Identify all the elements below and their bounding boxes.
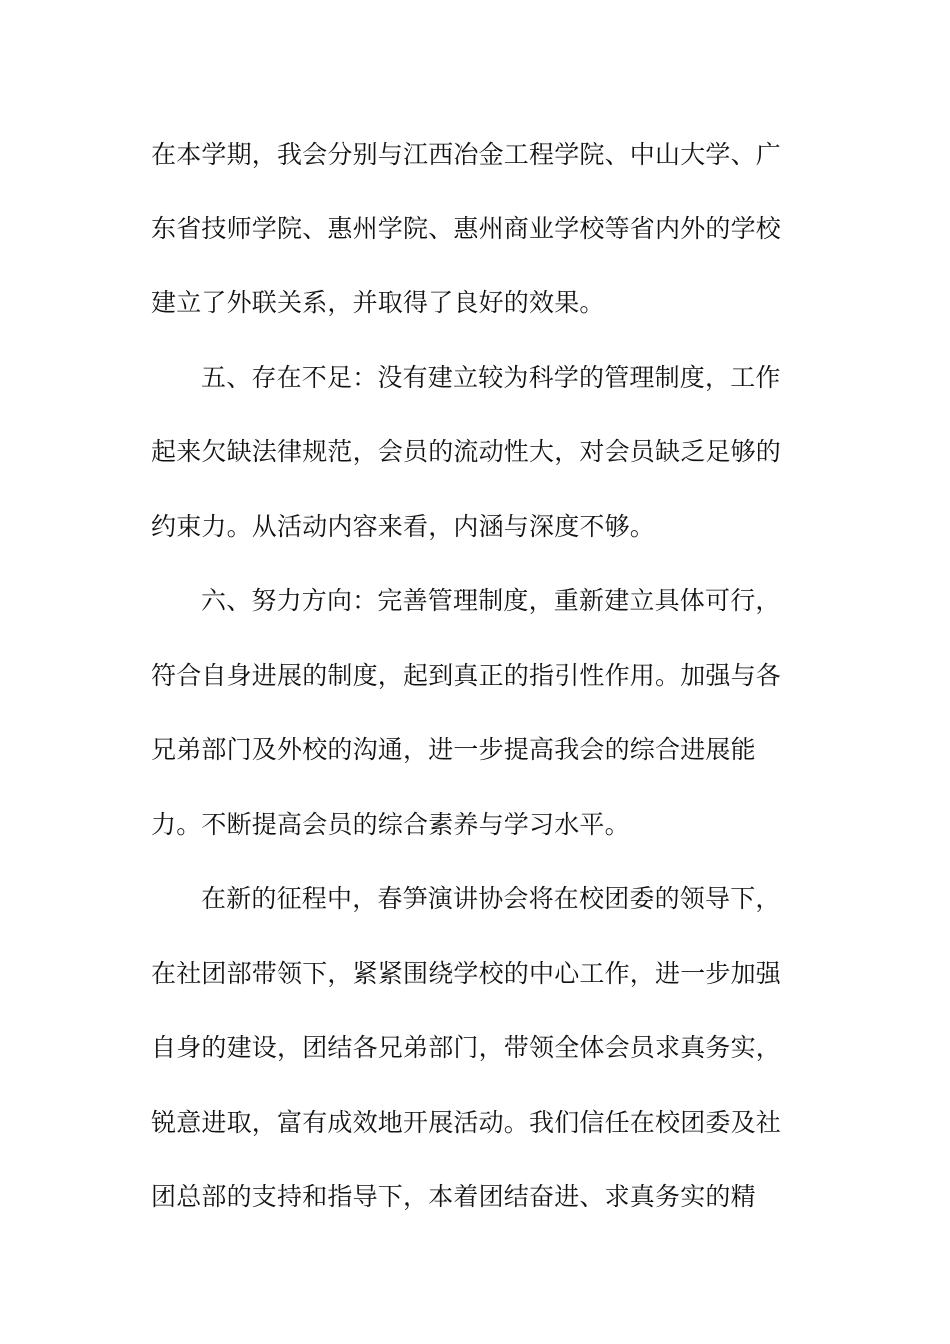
text-line: 约束力。从活动内容来看，内涵与深度不够。 [151, 512, 656, 541]
text-line: 在本学期，我会分别与江西冶金工程学院、中山大学、广 [151, 140, 782, 169]
text-line: 兄弟部门及外校的沟通，进一步提高我会的综合进展能 [151, 735, 756, 764]
text-line: 建立了外联关系，并取得了良好的效果。 [151, 288, 605, 317]
text-line: 在社团部带领下，紧紧围绕学校的中心工作，进一步加强 [151, 959, 782, 988]
paragraph-start-line: 在新的征程中，春笋演讲协会将在校团委的领导下， [201, 884, 781, 913]
text-line: 东省技师学院、惠州学院、惠州商业学校等省内外的学校 [151, 214, 782, 243]
text-line: 团总部的支持和指导下，本着团结奋进、求真务实的精 [151, 1182, 756, 1211]
paragraph-start-line: 六、努力方向：完善管理制度，重新建立具体可行， [201, 586, 781, 615]
text-line: 自身的建设，团结各兄弟部门，带领全体会员求真务实， [151, 1033, 782, 1062]
text-line: 符合自身进展的制度，起到真正的指引性作用。加强与各 [151, 661, 782, 690]
paragraph-start-line: 五、存在不足：没有建立较为科学的管理制度，工作 [201, 363, 781, 392]
text-line: 力。不断提高会员的综合素养与学习水平。 [151, 810, 630, 839]
text-line: 起来欠缺法律规范，会员的流动性大，对会员缺乏足够的 [151, 437, 782, 466]
text-line: 锐意进取，富有成效地开展活动。我们信任在校团委及社 [151, 1108, 782, 1137]
